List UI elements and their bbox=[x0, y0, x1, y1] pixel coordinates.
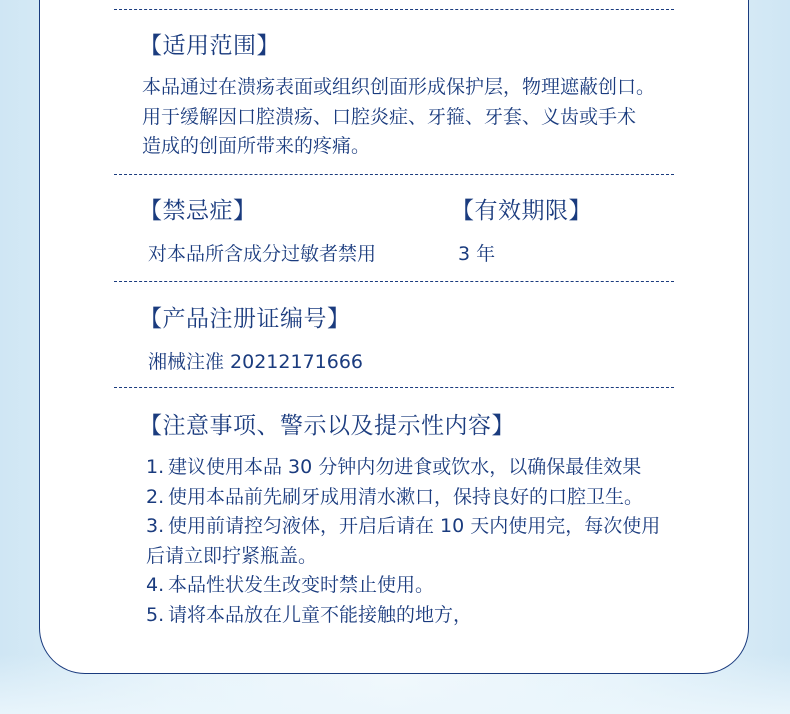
note-number: 3. bbox=[146, 515, 165, 537]
note-text: 使用本品前先刷牙成用清水漱口，保持良好的口腔卫生。 bbox=[168, 485, 644, 508]
note-item bbox=[146, 512, 660, 542]
divider-registration bbox=[114, 387, 674, 388]
notes-heading: 【注意事项、警示以及提示性内容】 bbox=[139, 413, 515, 439]
registration-heading: 【产品注册证编号】 bbox=[139, 306, 351, 332]
note-item bbox=[146, 483, 660, 513]
contraindication-text: 对本品所含成分过敏者禁用 bbox=[148, 243, 377, 265]
note-text: 后请立即拧紧瓶盖。 bbox=[146, 544, 318, 567]
note-item bbox=[146, 453, 660, 483]
note-number: 5. bbox=[146, 603, 165, 626]
divider-contraindication bbox=[114, 281, 674, 282]
scope-line: 造成的创面所带来的疼痛。 bbox=[142, 135, 371, 157]
note-number: 1. bbox=[146, 456, 165, 478]
note-item bbox=[146, 571, 660, 601]
divider-scope bbox=[114, 174, 674, 175]
scope-heading: 【适用范围】 bbox=[139, 33, 280, 59]
note-number: 2. bbox=[146, 485, 165, 508]
validity-text: 3 年 bbox=[458, 243, 496, 265]
scope-line: 本品通过在溃疡表面或组织创面形成保护层，物理遮蔽创口。 bbox=[142, 76, 656, 98]
note-item bbox=[146, 601, 660, 631]
scope-line: 用于缓解因口腔溃疡、口腔炎症、牙箍、牙套、义齿或手术 bbox=[142, 105, 637, 128]
note-number: 4. bbox=[146, 574, 165, 596]
validity-heading: 【有效期限】 bbox=[451, 198, 592, 224]
contraindication-heading: 【禁忌症】 bbox=[139, 198, 257, 224]
registration-number: 湘械注准 20212171666 bbox=[148, 351, 364, 373]
note-text: 请将本品放在儿童不能接触的地方， bbox=[168, 603, 473, 626]
note-text: 本品性状发生改变时禁止使用。 bbox=[168, 574, 435, 596]
divider-top bbox=[114, 9, 674, 10]
note-continuation bbox=[146, 542, 660, 572]
scope-paragraph bbox=[142, 73, 655, 162]
note-text: 建议使用本品 30 分钟内勿进食或饮水，以确保最佳效果 bbox=[168, 456, 642, 478]
notes-list bbox=[146, 453, 660, 630]
note-text: 使用前请控匀液体，开启后请在 10 天内使用完，每次使用 bbox=[168, 515, 661, 537]
